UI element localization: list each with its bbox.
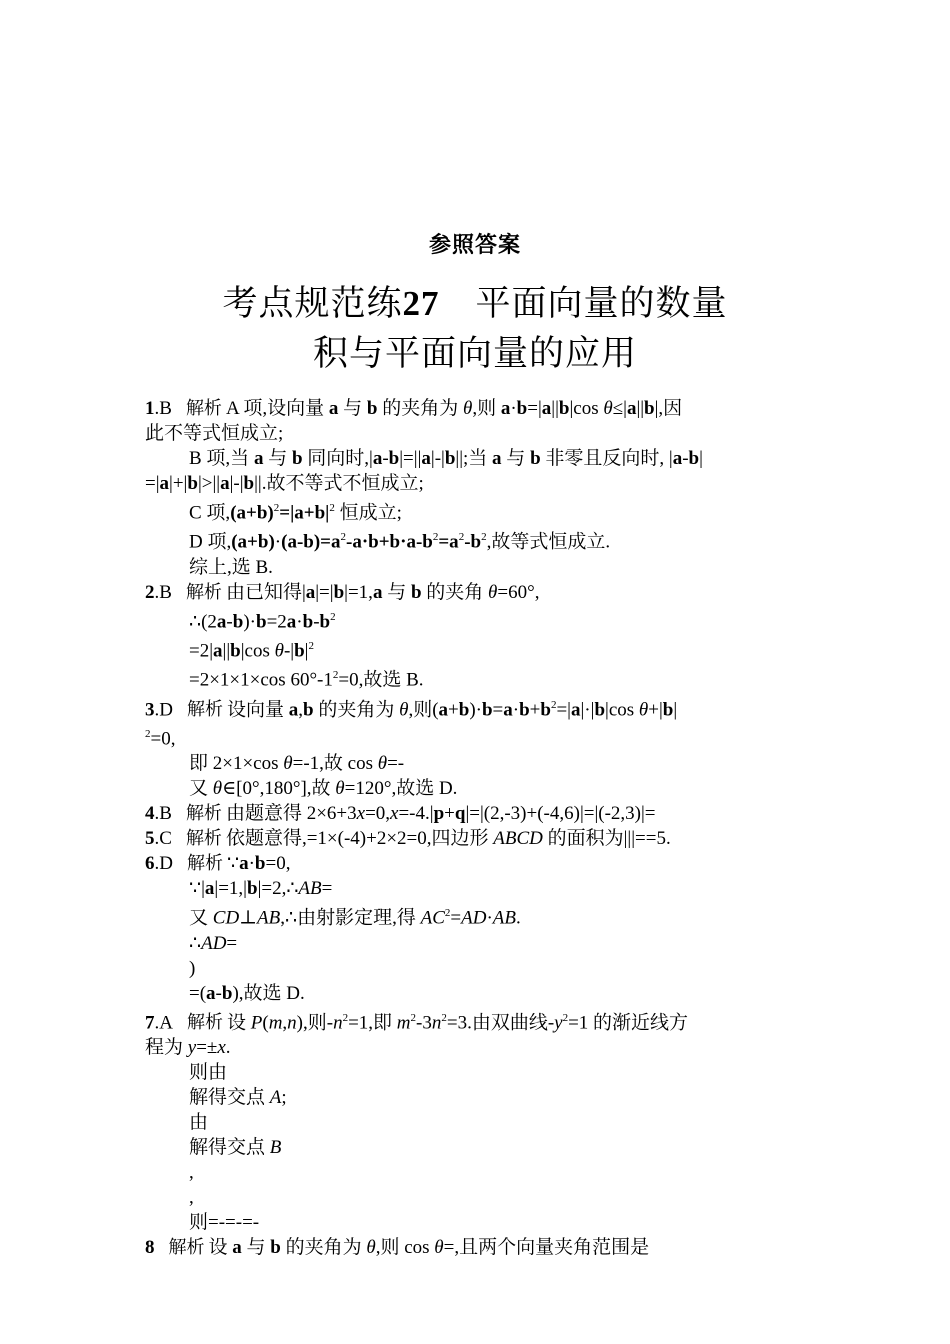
- exercise-title-line1: [0, 276, 950, 326]
- answer-line: C 项$,(a+b)^2=|a+b|^2$ 恒成立;: [189, 502, 402, 524]
- answer-line: 由: [189, 1111, 209, 1133]
- exercise-title-line2: 积与平面向量的应用: [312, 334, 637, 373]
- answer-line: 5.C 解析 依题意得,=1×(-4)+2×2=0,四边形 ABCD 的面积为|||==5.: [145, 828, 671, 850]
- answer-line: $^2$=0,: [145, 727, 176, 750]
- exercise-number: 27: [402, 284, 440, 323]
- answer-header: 参照答案: [428, 233, 521, 258]
- answer-line: 此不等式恒成立;: [145, 423, 284, 444]
- answer-line: 7.A 解析 设 P(m,n),则$-n^2=1$,即 $m^2-3n^2=3$.由双曲线$-y^2=1$ 的渐近线方: [145, 1011, 689, 1033]
- answer-line: ∴AD=: [189, 932, 238, 954]
- answer-line: D 项$,(a+b)\cdot(a-b)=a^2-a\cdot b+b\cdot a-b^2=a^2-b^2$,故等式恒成立.: [189, 531, 611, 553]
- answer-line: ,: [189, 1161, 194, 1183]
- answer-line: 4.B 解析 由题意得 2×6+3x=0,x=-4.|p+q|=|(2,-3)+(-4,6)|=|(-2,3)|=: [145, 803, 656, 825]
- answer-line: ,: [189, 1186, 194, 1208]
- answer-line: 3.D 解析 设向量 a,b 的夹角为 θ,则$(a+b)\cdot b=a\cdot b+b^2=|a|\cdot|b|\cos$ θ+|b|: [145, 698, 678, 720]
- answer-line: 解得交点 A;: [189, 1086, 287, 1108]
- answer-line: ∵|a|=1,|b|=2,∴AB=: [189, 878, 333, 900]
- answer-line: 又 CD⊥AB,∴由射影定理,得 $AC^2=AD\cdot AB$.: [189, 907, 521, 929]
- answer-line: 解得交点 B: [189, 1136, 282, 1158]
- answer-line: =2|a||b|cos $\theta-|b|^2$: [189, 639, 314, 662]
- answer-line: 6.D 解析 ∵a·b=0,: [145, 853, 291, 875]
- answer-line: 又 θ∈[0°,180°],故 θ=120°,故选 D.: [189, 778, 458, 800]
- answer-line: 1.B 解析 A 项,设向量 a 与 b 的夹角为 θ,则 a·b=|a||b|cos θ≤|a||b|,因: [145, 398, 683, 419]
- title-topic: 平面向量的数量: [475, 284, 728, 323]
- answer-line: 则由: [189, 1061, 228, 1083]
- answer-line: =(a-b),故选 D.: [189, 982, 305, 1004]
- answer-line: 8 解析 设 a 与 b 的夹角为 θ,则 cos θ=,且两个向量夹角范围是: [145, 1236, 650, 1258]
- answer-line: 程为 y=±x.: [145, 1036, 231, 1058]
- answer-line: 2.B 解析 由已知得|a|=|b|=1,a 与 b 的夹角 θ=60°,: [145, 581, 540, 603]
- answer-line: B 项,当 a 与 b 同向时,|a-b|=||a|-|b||;当 a 与 b 非零且反向时, |a-b|: [189, 448, 703, 469]
- answer-line: $\therefore(2a-b)\cdot b=2a\cdot b-b^2$: [189, 610, 336, 632]
- answer-line: 则=-=-=-: [189, 1211, 260, 1233]
- answer-line: =2×1×1×cos $60^\circ-1^2=0$,故选 B.: [189, 669, 424, 691]
- answer-body: [145, 396, 810, 1260]
- answer-line: ): [189, 957, 196, 979]
- answer-line: 综上,选 B.: [189, 556, 273, 578]
- title-prefix: 考点规范练: [222, 284, 403, 323]
- answer-line: =|a|+|b|>||a|-|b||.故不等式不恒成立;: [145, 473, 424, 494]
- answer-line: 即 2×1×cos θ=-1,故 cos θ=-: [189, 753, 405, 775]
